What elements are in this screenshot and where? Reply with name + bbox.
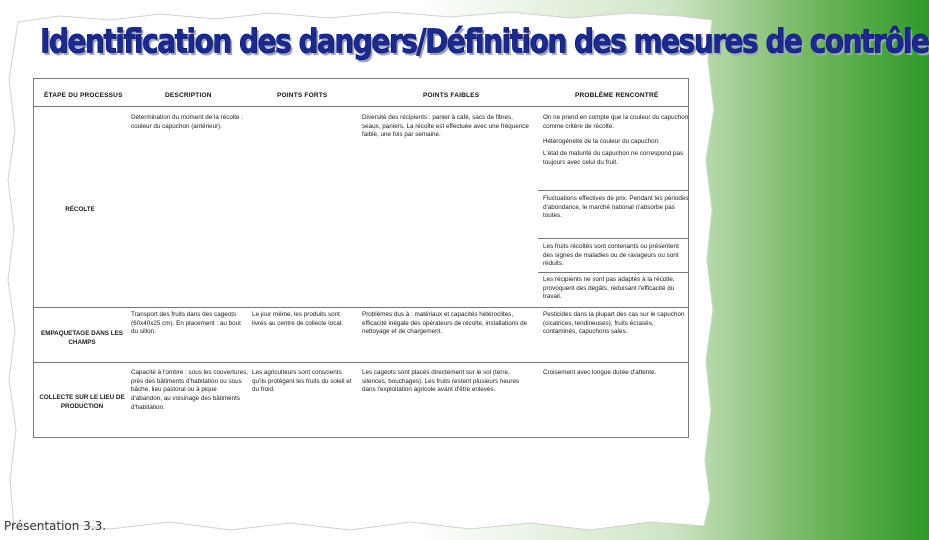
collecte-points-forts: Les agriculteurs sont conscients qu'ils protègent les fruits du soleil et du froid.	[252, 369, 352, 394]
empaquetage-points-forts: Le jour même, les produits sont livrés au centre de collecte local.	[252, 311, 344, 327]
column-header-description: DESCRIPTION	[165, 92, 212, 99]
recolte-probleme-3: L'état de maturité du capuchon ne correspond pas toujours avec celui du fruit.	[543, 150, 684, 166]
row-divider	[33, 362, 689, 363]
recolte-points-faibles: Diversité des récipients : panier à café, sacs de fibres, seaux, paniers. La récolte est effectuée avec une fréquence faible, une fois par semaine.	[362, 114, 529, 139]
collecte-probleme: Croisement avec longue durée d'attente.	[543, 369, 657, 376]
row-divider	[33, 307, 689, 308]
collecte-points-faibles: Les cageots sont placés directement sur le sol (terre, silences, bouchages). Les fruits restent plusieurs heures dans l'exploitation agricole avant d'être enlevés.	[362, 369, 520, 394]
stage-recolte: RÉCOLTE	[65, 206, 95, 213]
empaquetage-probleme: Pesticides dans la plupart des cas sur le capuchon (cicatrices, tendineuses), fruits écrasés, contaminés, capuchons sales.	[543, 311, 685, 336]
stage-empaquetage: EMPAQUETAGE DANS LES CHAMPS	[41, 330, 123, 346]
empaquetage-description: Transport des fruits dans des cageots (60x40x25 cm). En placement : au bout du sillon.	[131, 311, 241, 336]
stage-collecte: COLLECTE SUR LE LIEU DE PRODUCTION	[39, 394, 125, 410]
column-header-probleme: PROBLÈME RENCONTRÉ	[575, 92, 659, 99]
problem-divider	[538, 272, 689, 273]
recolte-probleme-6: Les récipients ne sont pas adaptés à la récolte, provoquent des dégâts, réduisant l'efficacité du travail.	[543, 276, 675, 301]
problem-divider	[538, 190, 689, 191]
page-title: Identification des dangers/Définition des mesures de contrôle	[40, 22, 929, 61]
recolte-probleme-2: Hétérogénéité de la couleur du capuchon.	[543, 138, 660, 145]
header-divider	[33, 106, 689, 107]
collecte-description: Capacité à l'ombre : sous les couvertures, près des bâtiments d'habitation ou sous bâche, lieu pastoral ou à pique d'abandon, au voisinage des bâtiments d'habitation.	[131, 369, 249, 411]
slide-footer: Présentation 3.3.	[4, 519, 107, 533]
recolte-description: Détermination du moment de la récolte : couleur du capuchon (antérieur).	[131, 114, 244, 130]
problem-divider	[538, 238, 689, 239]
empaquetage-points-faibles: Problèmes dus à : matériaux et capacités hétéroclites, efficacité inégale des opérateurs de récolte, installations de nettoyage et de chargement.	[362, 311, 528, 336]
column-header-points-faibles: POINTS FAIBLES	[423, 92, 480, 99]
recolte-probleme-5: Les fruits récoltés sont contenants ou présentent des signes de maladies ou de ravageurs ou sont réduits.	[543, 243, 679, 268]
recolte-probleme-1: On ne prend en compte que la couleur du capuchon comme critère de récolte.	[543, 114, 689, 130]
column-header-etape: ÉTAPE DU PROCESSUS	[44, 92, 123, 99]
column-header-points-forts: POINTS FORTS	[277, 92, 328, 99]
recolte-probleme-4: Fluctuations effectives de prix. Pendant les périodes d'abondance, le marché national n'absorbe pas toutes.	[543, 195, 689, 220]
